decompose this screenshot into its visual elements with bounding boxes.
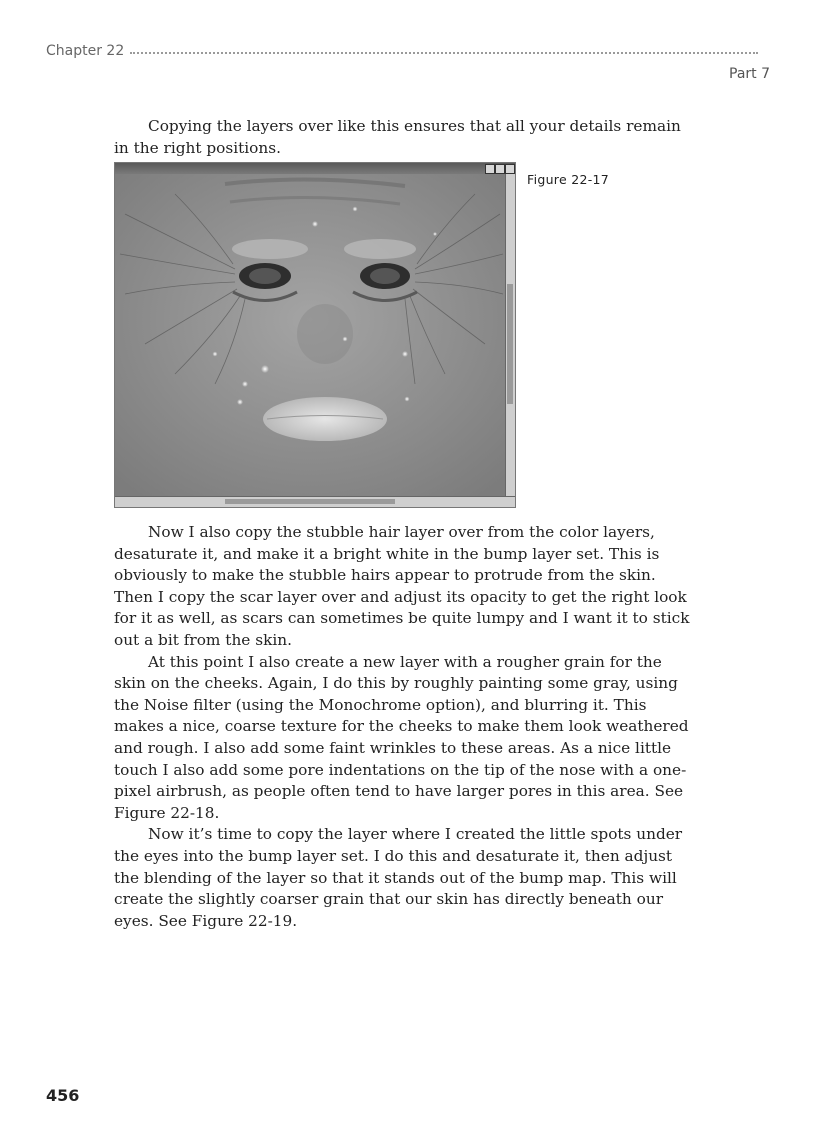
window-titlebar <box>115 163 515 174</box>
part-label: Part 7 <box>729 66 770 82</box>
page-number: 456 <box>46 1086 80 1105</box>
paragraph: At this point I also create a new layer with a rougher grain for the skin on the cheeks. Again, I do this by roughly painting some gray, using the Noise filter (using the Monochrome option), and blurring it. This makes a nice, coarse texture for the cheeks to make them look weathered and rough. I also add some faint wrinkles to these areas. As a nice little touch I also add some pore indentations on the tip of the nose with a one-pixel airbrush, as people often tend to have larger pores in this area. See Figure 22-18. <box>114 652 689 822</box>
paragraph: Now I also copy the stubble hair layer over from the color layers, desaturate it, and make it a bright white in the bump layer set. This is obviously to make the stubble hairs appear to protrude from the skin. Then I copy the scar layer over and adjust its opacity to get the right look for it as well, as scars can sometimes be quite lumpy and I want it to stick out a bit from the skin. <box>114 523 690 649</box>
paragraph: Now it’s time to copy the layer where I created the little spots under the eyes into the bump layer set. I do this and desaturate it, then adjust the blending of the layer so that it stands out of the bump map. This will create the slightly coarser grain that our skin has directly beneath our eyes. See Figure 22-19. <box>114 825 683 930</box>
vertical-scrollbar[interactable] <box>505 174 515 498</box>
figure-caption: Figure 22-17 <box>527 172 610 187</box>
dotted-leader <box>130 52 758 54</box>
intro-text <box>114 116 698 159</box>
running-head <box>46 43 758 59</box>
bump-map-face-image <box>115 174 506 498</box>
maximize-icon[interactable] <box>495 164 505 174</box>
minimize-icon[interactable] <box>485 164 495 174</box>
scroll-thumb[interactable] <box>507 284 513 404</box>
bump-map-figure <box>114 162 516 508</box>
scroll-thumb[interactable] <box>225 499 395 504</box>
main-text <box>114 522 698 932</box>
paragraph: Copying the layers over like this ensures that all your details remain in the right positions. <box>114 117 681 157</box>
close-icon[interactable] <box>505 164 515 174</box>
chapter-label: Chapter 22 <box>46 43 125 59</box>
horizontal-scrollbar[interactable] <box>115 496 515 507</box>
